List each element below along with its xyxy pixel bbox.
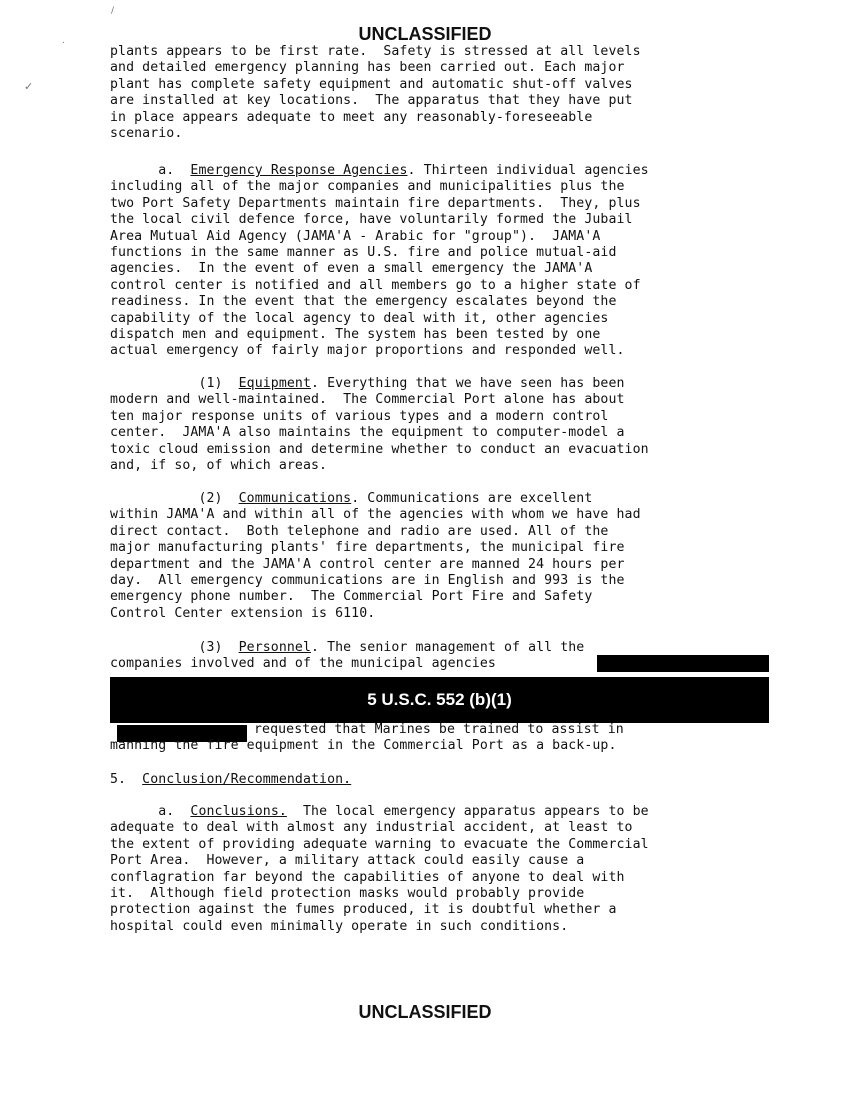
check-mark-icon: ✓: [24, 80, 34, 93]
paragraph-body: . Everything that we have seen has been modern and well-maintained. The Commercial Port alone has about ten major response units of various types and a modern control center. JAMA'A also maintains the equipment to computer-model a toxic cloud emission and determine whether to conduct an evacuation and, if so, of which areas.: [110, 376, 649, 474]
paragraph-prefix: a.: [110, 804, 191, 819]
paragraph-body: . Thirteen individual agencies including all of the major companies and municipalities plus the two Port Safety Departments maintain fire departments. They, plus the local civil defence force, have voluntarily formed the Jubail Area Mutual Aid Agency (JAMA'A - Arabic for "group"). JAMA'A functions in the same manner as U.S. fire and police mutual-aid agencies. In the event of even a small emergency the JAMA'A control center is notified and all members go to a higher state of readiness. In the event that the emergency escalates beyond the capability of the local agency to deal with it, other agencies dispatch men and equipment. The system has been tested by one actual emergency of fairly major proportions and responded well.: [110, 163, 649, 359]
section-5-heading: [110, 772, 790, 788]
heading-conclusion-recommendation: Conclusion/Recommendation.: [142, 772, 352, 787]
paragraph-prefix: (1): [110, 376, 239, 391]
paragraph-communications: [110, 491, 790, 622]
paragraph-conclusions: [110, 804, 790, 935]
heading-personnel: Personnel: [238, 640, 311, 655]
paragraph-body: . The senior management of all the companies involved and of the municipal agencies: [110, 640, 585, 672]
paragraph-emergency-response-agencies: [110, 163, 790, 360]
paragraph-equipment: [110, 376, 790, 474]
section-number: 5.: [110, 772, 143, 787]
paragraph-personnel-continued: [110, 722, 790, 755]
classification-banner-top: UNCLASSIFIED: [358, 24, 492, 44]
heading-communications: Communications: [238, 491, 352, 506]
heading-conclusions: Conclusions.: [190, 804, 287, 819]
heading-emergency-response-agencies: Emergency Response Agencies: [190, 163, 408, 178]
intro-paragraph: plants appears to be first rate. Safety is stressed at all levels and detailed emergency planning has been carried out. Each major plant has complete safety equipment and automatic shut-off valves are installed at key locations. The apparatus that they have put in place appears adequate to meet any reasonably-foreseeable scenario.: [110, 44, 641, 142]
classification-banner-bottom: UNCLASSIFIED: [358, 1002, 492, 1022]
paragraph-body: The local emergency apparatus appears to be adequate to deal with almost any industrial accident, at least to the extent of providing adequate warning to evacuate the Commercial Port Area. However, a military attack could easily cause a conflagration far beyond the capabilities of anyone to deal with it. Although field protection masks would probably provide protection against the fumes produced, it is doubtful whether a hospital could even minimally operate in such conditions.: [110, 804, 649, 934]
paragraph-prefix: (3): [110, 640, 239, 655]
paragraph-prefix: a.: [110, 163, 191, 178]
redaction-box: [597, 655, 769, 672]
paragraph-prefix: (2): [110, 491, 239, 506]
paragraph-body: . Communications are excellent within JAMA'A and within all of the agencies with whom we have had direct contact. Both telephone and radio are used. All of the major manufacturing plants' fire departments, the municipal fire department and the JAMA'A control center are manned 24 hours per day. All emergency communications are in English and 993 is the emergency phone number. The Commercial Port Fire and Safety Control Center extension is 6110.: [110, 491, 641, 621]
scan-speck: .: [62, 36, 65, 46]
redaction-exemption-label: 5 U.S.C. 552 (b)(1): [110, 677, 769, 723]
scan-speck: /: [111, 6, 115, 16]
paragraph-body: requested that Marines be trained to assist in manning the fire equipment in the Commercial Port as a back-up.: [110, 722, 624, 754]
heading-equipment: Equipment: [238, 376, 311, 391]
